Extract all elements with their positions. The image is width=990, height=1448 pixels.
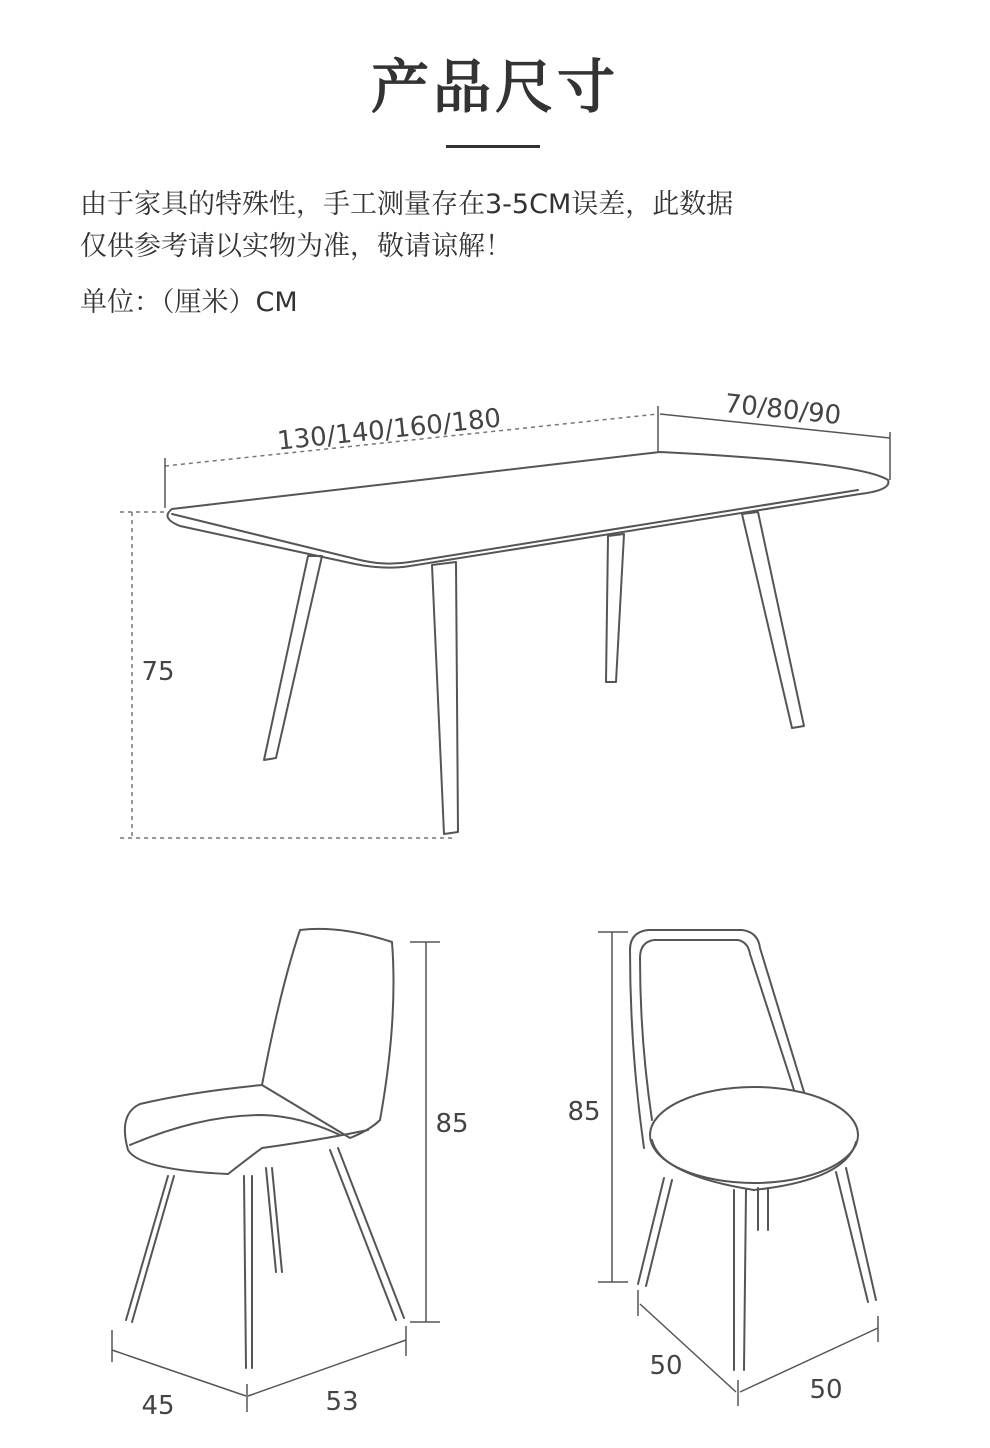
table-length-label: 130/140/160/180 bbox=[275, 403, 503, 457]
round-chair-seat bbox=[650, 1087, 858, 1183]
side-chair-width-label: 45 bbox=[141, 1391, 175, 1421]
page-title: 产品尺寸 bbox=[370, 53, 619, 121]
side-chair-depth-label: 53 bbox=[325, 1387, 359, 1417]
table-leg-front-right bbox=[432, 562, 458, 834]
round-chair-leg bbox=[744, 1190, 746, 1370]
side-chair-backrest bbox=[262, 929, 394, 1138]
round-chair-depth-label: 50 bbox=[809, 1375, 843, 1405]
round-chair-width-label: 50 bbox=[649, 1351, 683, 1381]
side-chair-leg bbox=[330, 1150, 396, 1320]
round-chair-height-label: 85 bbox=[567, 1097, 601, 1127]
side-chair-leg bbox=[126, 1176, 168, 1320]
table-leg-front-left bbox=[264, 556, 322, 760]
side-chair-height-label: 85 bbox=[435, 1109, 469, 1139]
side-chair-leg bbox=[338, 1148, 404, 1318]
table-leg-back-right bbox=[742, 512, 804, 728]
unit-label: 单位：（厘米）CM bbox=[80, 287, 298, 318]
side-chair-leg bbox=[244, 1176, 246, 1368]
side-chair-width-line bbox=[112, 1350, 246, 1396]
round-chair-frame-inner bbox=[640, 940, 794, 1120]
table-height-label: 75 bbox=[141, 657, 175, 687]
round-chair-illustration bbox=[567, 930, 878, 1406]
table-top bbox=[168, 452, 889, 568]
table-illustration bbox=[120, 389, 890, 838]
side-chair-illustration bbox=[112, 929, 469, 1421]
table-leg-back-mid bbox=[606, 534, 624, 682]
side-chair-leg bbox=[132, 1176, 174, 1322]
table-top-edge bbox=[172, 490, 858, 564]
notice-line-2: 仅供参考请以实物为准，敬请谅解！ bbox=[80, 231, 512, 262]
side-chair-seat bbox=[125, 1085, 368, 1174]
table-width-label: 70/80/90 bbox=[723, 389, 843, 432]
notice-line-1: 由于家具的特殊性，手工测量存在3-5CM误差，此数据 bbox=[80, 189, 734, 220]
